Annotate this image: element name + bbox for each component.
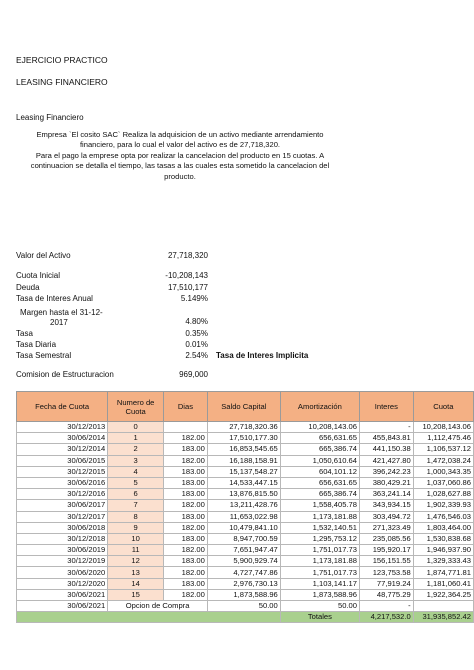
table-cell: 10,208,143.06 — [413, 422, 473, 433]
tasa-implicita-label: Tasa de Interes Implicita — [216, 351, 309, 360]
section-title: Leasing Financiero — [16, 113, 84, 122]
tasa-semestral-label: Tasa Semestral — [16, 351, 72, 360]
table-cell: 1,532,140.51 — [280, 522, 359, 533]
table-cell: 182.00 — [164, 522, 208, 533]
table-cell: 14,533,447.15 — [207, 477, 280, 488]
table-cell: 1,173,181.88 — [280, 556, 359, 567]
table-cell: 604,101.12 — [280, 466, 359, 477]
table-cell: 30/06/2017 — [17, 500, 108, 511]
table-cell: 1,050,610.64 — [280, 455, 359, 466]
table-cell: - — [359, 601, 413, 612]
table-cell: 1,112,475.46 — [413, 433, 473, 444]
table-cell: 1,173,181.88 — [280, 511, 359, 522]
table-cell: 15,137,548.27 — [207, 466, 280, 477]
table-cell: 27,718,320.36 — [207, 422, 280, 433]
table-cell: 16,188,158.91 — [207, 455, 280, 466]
table-cell: 1,803,464.00 — [413, 522, 473, 533]
table-cell: 363,241.14 — [359, 489, 413, 500]
table-row — [17, 545, 474, 556]
table-cell: 1,873,588.96 — [207, 589, 280, 600]
table-cell: 656,631.65 — [280, 477, 359, 488]
table-cell: 77,919.24 — [359, 578, 413, 589]
table-cell: 1,106,537.12 — [413, 444, 473, 455]
table-cell: 0 — [108, 422, 164, 433]
table-cell: 48,775.29 — [359, 589, 413, 600]
cuota-inicial-value: -10,208,143 — [165, 271, 208, 280]
table-cell: 1,000,343.35 — [413, 466, 473, 477]
table-cell: 13 — [108, 567, 164, 578]
table-row — [17, 477, 474, 488]
table-cell: 1,472,038.24 — [413, 455, 473, 466]
header-saldo: Saldo Capital — [207, 392, 280, 422]
table-cell: 7 — [108, 500, 164, 511]
table-cell: 16,853,545.65 — [207, 444, 280, 455]
table-cell: 1,751,017.73 — [280, 545, 359, 556]
table-cell: 182.00 — [164, 500, 208, 511]
table-cell: 10,479,841.10 — [207, 522, 280, 533]
opcion-compra-row — [17, 601, 474, 612]
amortization-table — [16, 391, 474, 623]
table-row — [17, 444, 474, 455]
table-cell: 183.00 — [164, 477, 208, 488]
deuda-value: 17,510,177 — [167, 283, 208, 292]
table-cell: 10 — [108, 533, 164, 544]
table-cell: 30/12/2018 — [17, 533, 108, 544]
table-cell: 4,217,532.0 — [359, 612, 413, 623]
table-cell: 4 — [108, 466, 164, 477]
valor-activo-label: Valor del Activo — [16, 251, 71, 260]
table-cell: 1,922,364.25 — [413, 589, 473, 600]
table-cell: 30/06/2019 — [17, 545, 108, 556]
table-cell: 665,386.74 — [280, 444, 359, 455]
table-cell: 183.00 — [164, 556, 208, 567]
table-cell: 4,727,747.86 — [207, 567, 280, 578]
table-cell: 30/06/2021 — [17, 589, 108, 600]
table-row — [17, 433, 474, 444]
deuda-label: Deuda — [16, 283, 40, 292]
table-cell: 1 — [108, 433, 164, 444]
table-cell: 123,753.58 — [359, 567, 413, 578]
tasa-diaria-value: 0.01% — [185, 340, 208, 349]
tasa-anual-value: 5.149% — [180, 294, 208, 303]
description-line: continuacion se detalla el tiempo, las tasas a las cuales esta sometido la cancelacion del — [30, 161, 330, 171]
header-amortizacion: Amortización — [280, 392, 359, 422]
table-cell: Totales — [280, 612, 359, 623]
table-cell: 1,037,060.86 — [413, 477, 473, 488]
table-cell: 396,242.23 — [359, 466, 413, 477]
table-cell: 1,946,937.90 — [413, 545, 473, 556]
header-numero: Numero de Cuota — [108, 392, 164, 422]
table-cell: 1,028,627.88 — [413, 489, 473, 500]
table-cell: 1,295,753.12 — [280, 533, 359, 544]
page-title: EJERCICIO PRACTICO — [16, 55, 108, 65]
description-paragraph — [30, 130, 330, 182]
table-row — [17, 489, 474, 500]
valor-activo-value: 27,718,320 — [167, 251, 208, 260]
tasa-value: 0.35% — [185, 329, 208, 338]
table-row — [17, 589, 474, 600]
table-cell: 5 — [108, 477, 164, 488]
table-cell: 271,323.49 — [359, 522, 413, 533]
page-subtitle: LEASING FINANCIERO — [16, 77, 108, 87]
table-cell: 182.00 — [164, 589, 208, 600]
margen-label-line1: Margen hasta el 31-12- — [20, 308, 103, 317]
table-row — [17, 455, 474, 466]
table-cell: 1,558,405.78 — [280, 500, 359, 511]
table-cell: 13,876,815.50 — [207, 489, 280, 500]
table-cell: 10,208,143.06 — [280, 422, 359, 433]
table-cell: 11,653,022.98 — [207, 511, 280, 522]
table-cell: 30/06/2015 — [17, 455, 108, 466]
margen-value: 4.80% — [185, 317, 208, 326]
table-row — [17, 511, 474, 522]
table-cell: 183.00 — [164, 466, 208, 477]
table-cell: 182.00 — [164, 545, 208, 556]
table-cell: 30/06/2021 — [17, 601, 108, 612]
table-cell: 30/12/2020 — [17, 578, 108, 589]
table-cell: 6 — [108, 489, 164, 500]
table-cell: 9 — [108, 522, 164, 533]
table-cell: 183.00 — [164, 533, 208, 544]
description-line: Para el pago la emprese opta por realizar la cancelacion del producto en 15 cuotas. A — [35, 150, 325, 160]
table-cell: 8 — [108, 511, 164, 522]
table-cell: 665,386.74 — [280, 489, 359, 500]
table-cell: 1,329,333.43 — [413, 556, 473, 567]
tasa-anual-label: Tasa de Interes Anual — [16, 294, 93, 303]
table-cell: 30/12/2019 — [17, 556, 108, 567]
table-cell: 182.00 — [164, 455, 208, 466]
table-cell: 195,920.17 — [359, 545, 413, 556]
table-cell: 17,510,177.30 — [207, 433, 280, 444]
table-cell: 50.00 — [280, 601, 359, 612]
table-row — [17, 466, 474, 477]
table-cell: 183.00 — [164, 578, 208, 589]
description-line: financiero, para lo cual el valor del activo es de 27,718,320. — [79, 140, 281, 150]
table-cell: 30/12/2017 — [17, 511, 108, 522]
table-cell: 5,900,929.74 — [207, 556, 280, 567]
table-cell: 1,873,588.96 — [280, 589, 359, 600]
table-cell: 12 — [108, 556, 164, 567]
table-cell: 30/06/2018 — [17, 522, 108, 533]
table-cell: 2,976,730.13 — [207, 578, 280, 589]
header-fecha: Fecha de Cuota — [17, 392, 108, 422]
table-row — [17, 556, 474, 567]
table-cell: 2 — [108, 444, 164, 455]
cuota-inicial-label: Cuota Inicial — [16, 271, 61, 280]
table-cell: 182.00 — [164, 567, 208, 578]
table-cell: 30/12/2015 — [17, 466, 108, 477]
description-line: Empresa `El cosito SAC` Realiza la adquisicion de un activo mediante arrendamiento — [36, 130, 324, 139]
table-cell: 182.00 — [164, 433, 208, 444]
tasa-label: Tasa — [16, 329, 33, 338]
table-cell: 30/12/2016 — [17, 489, 108, 500]
table-cell: 13,211,428.76 — [207, 500, 280, 511]
table-row — [17, 578, 474, 589]
table-cell: 14 — [108, 578, 164, 589]
table-cell: 235,085.56 — [359, 533, 413, 544]
table-cell: 656,631.65 — [280, 433, 359, 444]
table-cell: 303,494.72 — [359, 511, 413, 522]
tasa-diaria-label: Tasa Diaria — [16, 340, 57, 349]
table-cell: 421,427.80 — [359, 455, 413, 466]
table-cell: 30/06/2020 — [17, 567, 108, 578]
table-cell: 30/06/2016 — [17, 477, 108, 488]
table-cell: 30/12/2013 — [17, 422, 108, 433]
table-cell: 183.00 — [164, 489, 208, 500]
table-cell: Opcion de Compra — [108, 601, 208, 612]
table-cell: 31,935,852.42 — [413, 612, 473, 623]
table-row — [17, 533, 474, 544]
table-cell: 343,934.15 — [359, 500, 413, 511]
table-cell: 455,843.81 — [359, 433, 413, 444]
comision-label: Comision de Estructuracion — [16, 370, 114, 379]
table-cell: 1,103,141.17 — [280, 578, 359, 589]
table-cell: 30/06/2014 — [17, 433, 108, 444]
table-cell: 1,181,060.41 — [413, 578, 473, 589]
table-cell: 1,751,017.73 — [280, 567, 359, 578]
table-row — [17, 522, 474, 533]
header-interes: Interes — [359, 392, 413, 422]
table-cell — [413, 601, 473, 612]
table-cell: 441,150.38 — [359, 444, 413, 455]
table-cell: 11 — [108, 545, 164, 556]
table-cell: 1,874,771.81 — [413, 567, 473, 578]
table-row — [17, 500, 474, 511]
table-cell: 8,947,700.59 — [207, 533, 280, 544]
table-cell — [164, 422, 208, 433]
table-cell: 183.00 — [164, 444, 208, 455]
table-cell: 380,429.21 — [359, 477, 413, 488]
totales-row — [17, 612, 474, 623]
header-cuota: Cuota — [413, 392, 473, 422]
table-cell: 183.00 — [164, 511, 208, 522]
table-cell: 3 — [108, 455, 164, 466]
description-line: producto. — [164, 171, 196, 181]
table-cell: 1,902,339.93 — [413, 500, 473, 511]
table-cell: 30/12/2014 — [17, 444, 108, 455]
table-cell — [17, 612, 281, 623]
table-cell: 1,476,546.03 — [413, 511, 473, 522]
table-cell: 50.00 — [207, 601, 280, 612]
comision-value: 969,000 — [179, 370, 208, 379]
table-row — [17, 567, 474, 578]
table-cell: 1,530,838.68 — [413, 533, 473, 544]
tasa-semestral-value: 2.54% — [185, 351, 208, 360]
header-dias: Dias — [164, 392, 208, 422]
table-header-row — [17, 392, 474, 422]
table-cell: - — [359, 422, 413, 433]
table-cell: 7,651,947.47 — [207, 545, 280, 556]
table-row — [17, 422, 474, 433]
margen-label-line2: 2017 — [50, 318, 68, 327]
table-cell: 156,151.55 — [359, 556, 413, 567]
table-cell: 15 — [108, 589, 164, 600]
